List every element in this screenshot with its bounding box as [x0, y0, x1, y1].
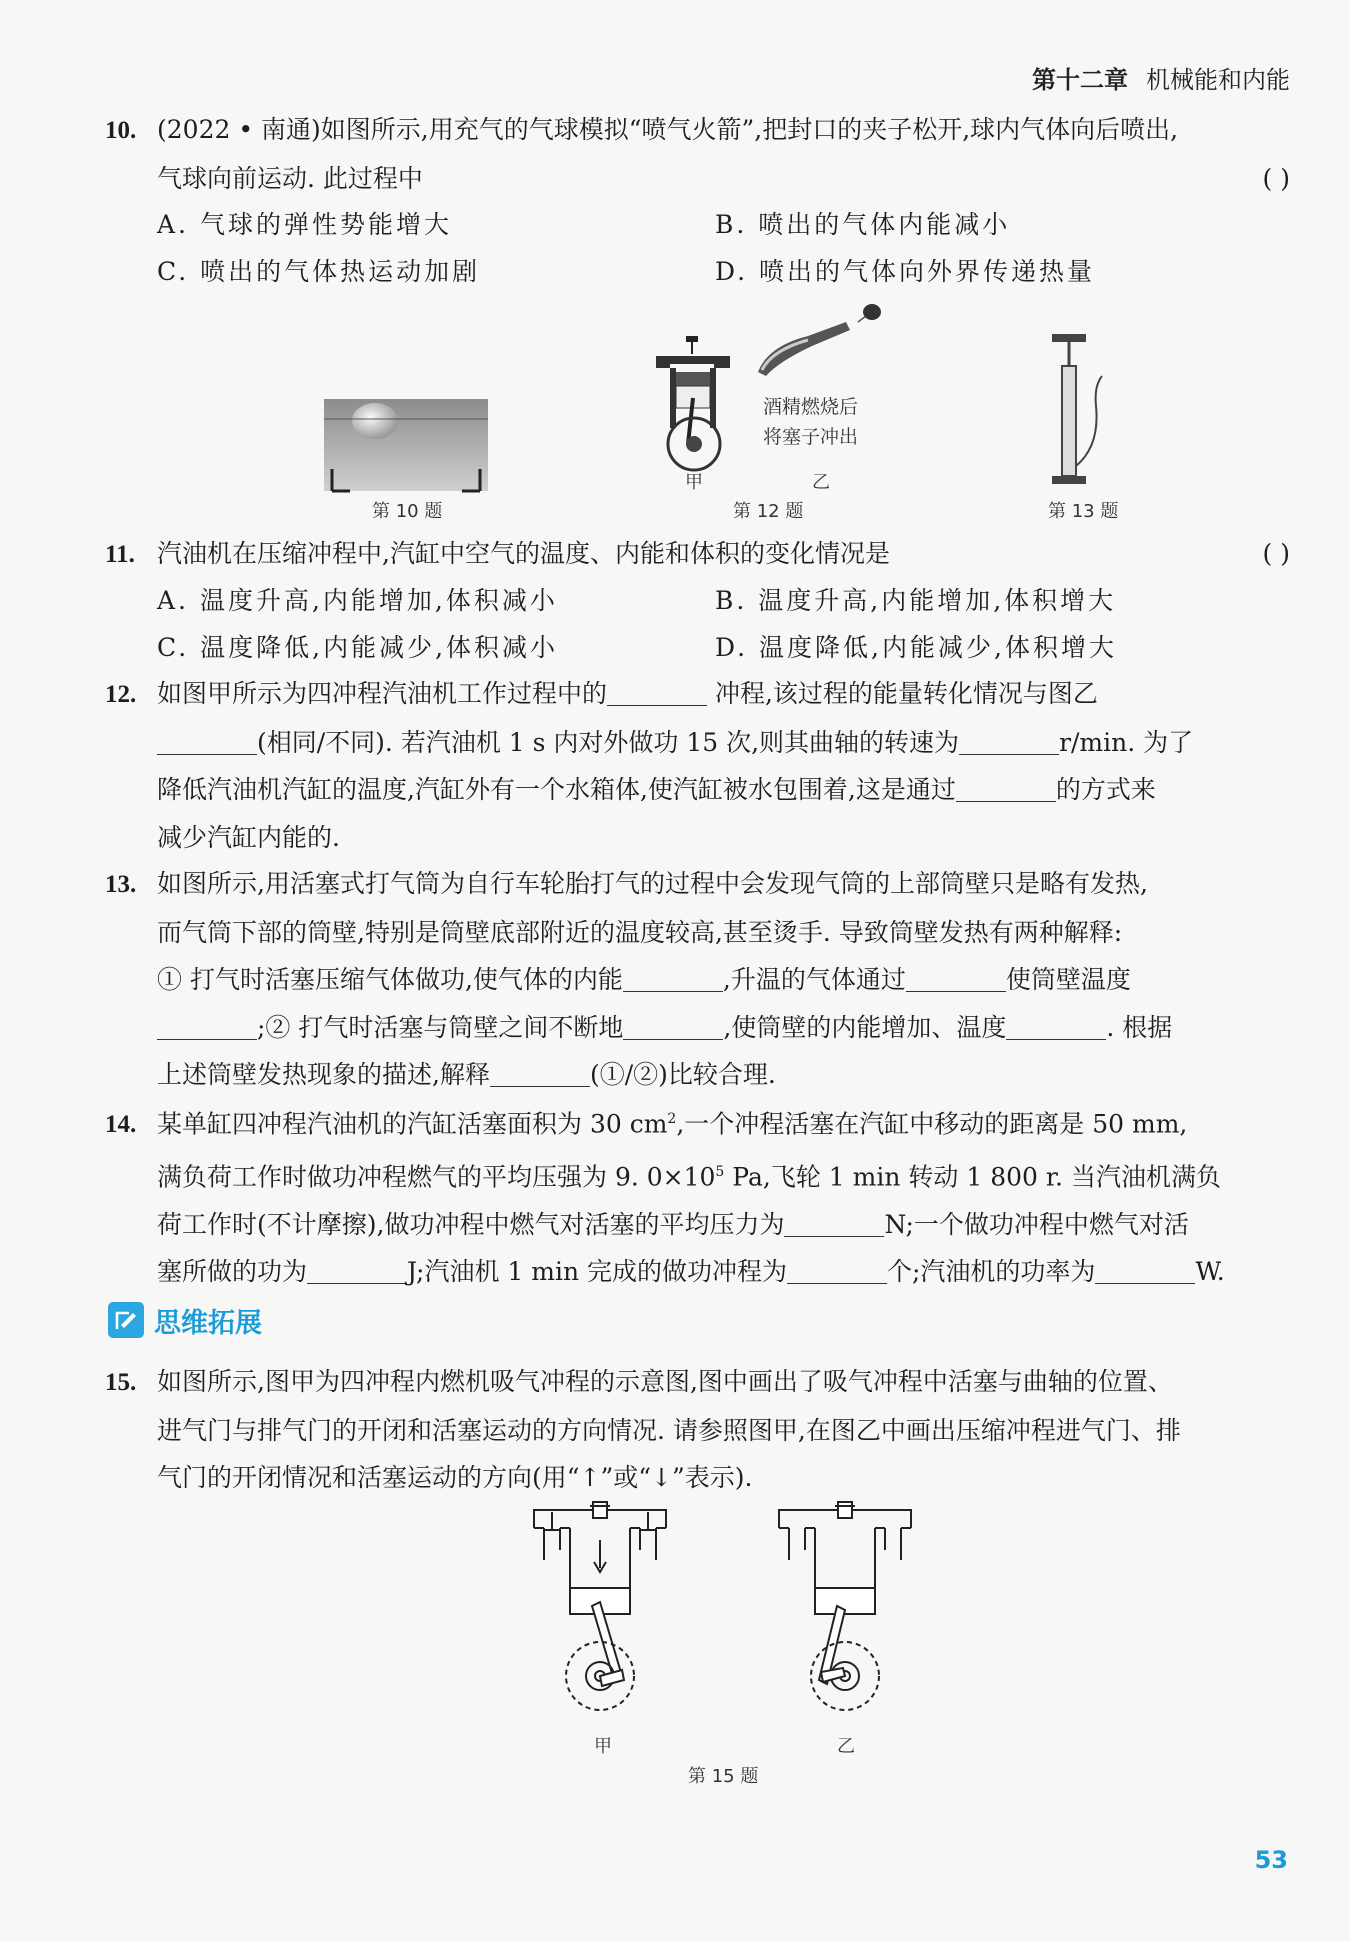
option-d: D. 温度降低,内能减少,体积增大 [715, 633, 1117, 662]
question-text: r/min. 为了 [1059, 727, 1194, 757]
answer-blank[interactable] [784, 1210, 884, 1237]
section-title: 思维拓展 [154, 1307, 262, 1339]
answer-blank[interactable] [607, 679, 707, 706]
question-text: N;一个做功冲程中燃气对活 [884, 1209, 1189, 1239]
air-pump-figure [1040, 326, 1120, 491]
option-b: B. 喷出的气体内能减小 [715, 210, 1011, 239]
question-text: 满负荷工作时做功冲程燃气的平均压强为 9. 0×10 [157, 1162, 716, 1192]
chapter-number: 第十二章 [1032, 66, 1128, 94]
question-text: W. [1195, 1257, 1225, 1287]
question-number: 10. [105, 117, 137, 144]
question-number: 14. [105, 1111, 137, 1139]
question-text: 气球向前运动. 此过程中 [157, 163, 423, 193]
question-10 [105, 106, 1290, 202]
superscript: 2 [667, 1111, 677, 1127]
test-tube-figure-yi [748, 300, 888, 380]
question-12 [105, 670, 1290, 861]
question-number: 13. [105, 871, 137, 898]
question-text: 而气筒下部的筒壁,特别是筒壁底部附近的温度较高,甚至烫手. 导致筒壁发热有两种解释: [157, 917, 1123, 947]
balloon-rocket-figure [320, 395, 492, 495]
answer-blank[interactable] [956, 775, 1056, 802]
question-text: 气门的开闭情况和活塞运动的方向(用“↑”或“↓”表示). [157, 1463, 753, 1492]
answer-blank[interactable] [307, 1257, 407, 1284]
question-text: Pa,飞轮 1 min 转动 1 800 r. 当汽油机满负 [724, 1162, 1221, 1192]
question-text: 荷工作时(不计摩擦),做功冲程中燃气对活塞的平均压力为 [157, 1209, 785, 1239]
question-text: ,使筒壁的内能增加、温度 [723, 1012, 1007, 1042]
question-text: 减少汽缸内能的. [157, 822, 340, 852]
question-text: ① 打气时活塞压缩气体做功,使气体的内能 [157, 965, 623, 994]
section-header [108, 1298, 262, 1342]
option-a: A. 温度升高,内能增加,体积减小 [157, 586, 558, 615]
label-yi: 乙 [812, 472, 830, 493]
question-text: 上述筒壁发热现象的描述,解释 [157, 1060, 490, 1089]
caption-line-1: 酒精燃烧后 [763, 396, 859, 418]
question-text: 个;汽油机的功率为 [887, 1257, 1096, 1287]
option-a: A. 气球的弹性势能增大 [157, 210, 452, 239]
question-text: 进气门与排气门的开闭和活塞运动的方向情况. 请参照图甲,在图乙中画出压缩冲程进气门、排 [157, 1415, 1181, 1445]
option-c: C. 喷出的气体热运动加剧 [157, 257, 481, 286]
answer-blank[interactable] [157, 1013, 257, 1040]
question-15 [105, 1358, 1290, 1502]
option-d: D. 喷出的气体向外界传递热量 [715, 257, 1096, 286]
intake-stroke-diagram-jia [530, 1500, 670, 1725]
superscript: 5 [715, 1163, 725, 1180]
question-text: ,一个冲程活塞在汽缸中移动的距离是 50 mm, [676, 1109, 1188, 1139]
question-text: 某单缸四冲程汽油机的汽缸活塞面积为 30 cm [157, 1109, 668, 1139]
chapter-header [1032, 60, 1290, 95]
option-b: B. 温度升高,内能增加,体积增大 [715, 586, 1117, 615]
question-text: J;汽油机 1 min 完成的做功冲程为 [407, 1257, 787, 1287]
answer-blank[interactable] [623, 965, 723, 992]
pencil-icon [108, 1302, 144, 1338]
answer-bracket: ( ) [1262, 539, 1290, 568]
answer-blank[interactable] [1006, 1013, 1106, 1040]
question-text: (①/②)比较合理. [589, 1060, 776, 1089]
question-number: 15. [105, 1369, 137, 1396]
answer-blank[interactable] [1095, 1257, 1195, 1284]
question-text: (相同/不同). 若汽油机 1 s 内对外做功 15 次,则其曲轴的转速为 [257, 727, 960, 757]
page-number: 53 [1254, 1846, 1288, 1874]
label-jia: 甲 [685, 472, 703, 493]
question-text: ;② 打气时活塞与筒壁之间不断地 [257, 1012, 624, 1042]
question-text: 的方式来 [1055, 775, 1156, 804]
question-text: (2022 • 南通)如图所示,用充气的气球模拟“喷气火箭”,把封口的夹子松开,球内气体向后喷出, [157, 115, 1179, 144]
question-text: 如图甲所示为四冲程汽油机工作过程中的 [157, 679, 608, 708]
chapter-title: 机械能和内能 [1146, 66, 1290, 94]
question-text: 汽油机在压缩冲程中,汽缸中空气的温度、内能和体积的变化情况是 [157, 539, 890, 568]
answer-blank[interactable] [490, 1060, 590, 1087]
question-text: 降低汽油机汽缸的温度,汽缸外有一个水箱体,使汽缸被水包围着,这是通过 [157, 775, 956, 804]
figure-caption-13: 第 13 题 [1048, 501, 1119, 522]
question-text: 冲程,该过程的能量转化情况与图乙 [714, 679, 1098, 708]
question-text: 塞所做的功为 [157, 1257, 308, 1287]
answer-blank[interactable] [959, 728, 1059, 755]
question-11 [105, 530, 1290, 579]
answer-blank[interactable] [906, 965, 1006, 992]
question-text: . 根据 [1106, 1012, 1173, 1042]
option-c: C. 温度降低,内能减少,体积减小 [157, 633, 559, 662]
question-text: 如图所示,用活塞式打气筒为自行车轮胎打气的过程中会发现气筒的上部筒壁只是略有发热, [157, 869, 1148, 898]
question-number: 12. [105, 681, 137, 708]
question-text: ,升温的气体通过 [722, 965, 906, 994]
answer-blank[interactable] [787, 1257, 887, 1284]
answer-blank[interactable] [623, 1013, 723, 1040]
figure-caption-15: 第 15 题 [688, 1766, 759, 1787]
compression-stroke-diagram-yi [775, 1500, 915, 1725]
question-text: 如图所示,图甲为四冲程内燃机吸气冲程的示意图,图中画出了吸气冲程中活塞与曲轴的位置、 [157, 1367, 1173, 1396]
answer-bracket: ( ) [1262, 163, 1290, 193]
figure-caption-10: 第 10 题 [372, 501, 443, 522]
question-number: 11. [105, 541, 135, 568]
label-jia: 甲 [594, 1736, 612, 1757]
label-yi: 乙 [837, 1736, 855, 1757]
figure-caption-12: 第 12 题 [733, 501, 804, 522]
question-13 [105, 860, 1290, 1099]
answer-blank[interactable] [157, 728, 257, 755]
engine-figure-jia [650, 332, 740, 482]
question-text: 使筒壁温度 [1005, 965, 1131, 994]
question-14 [105, 1096, 1290, 1296]
caption-line-2: 将塞子冲出 [763, 426, 859, 448]
